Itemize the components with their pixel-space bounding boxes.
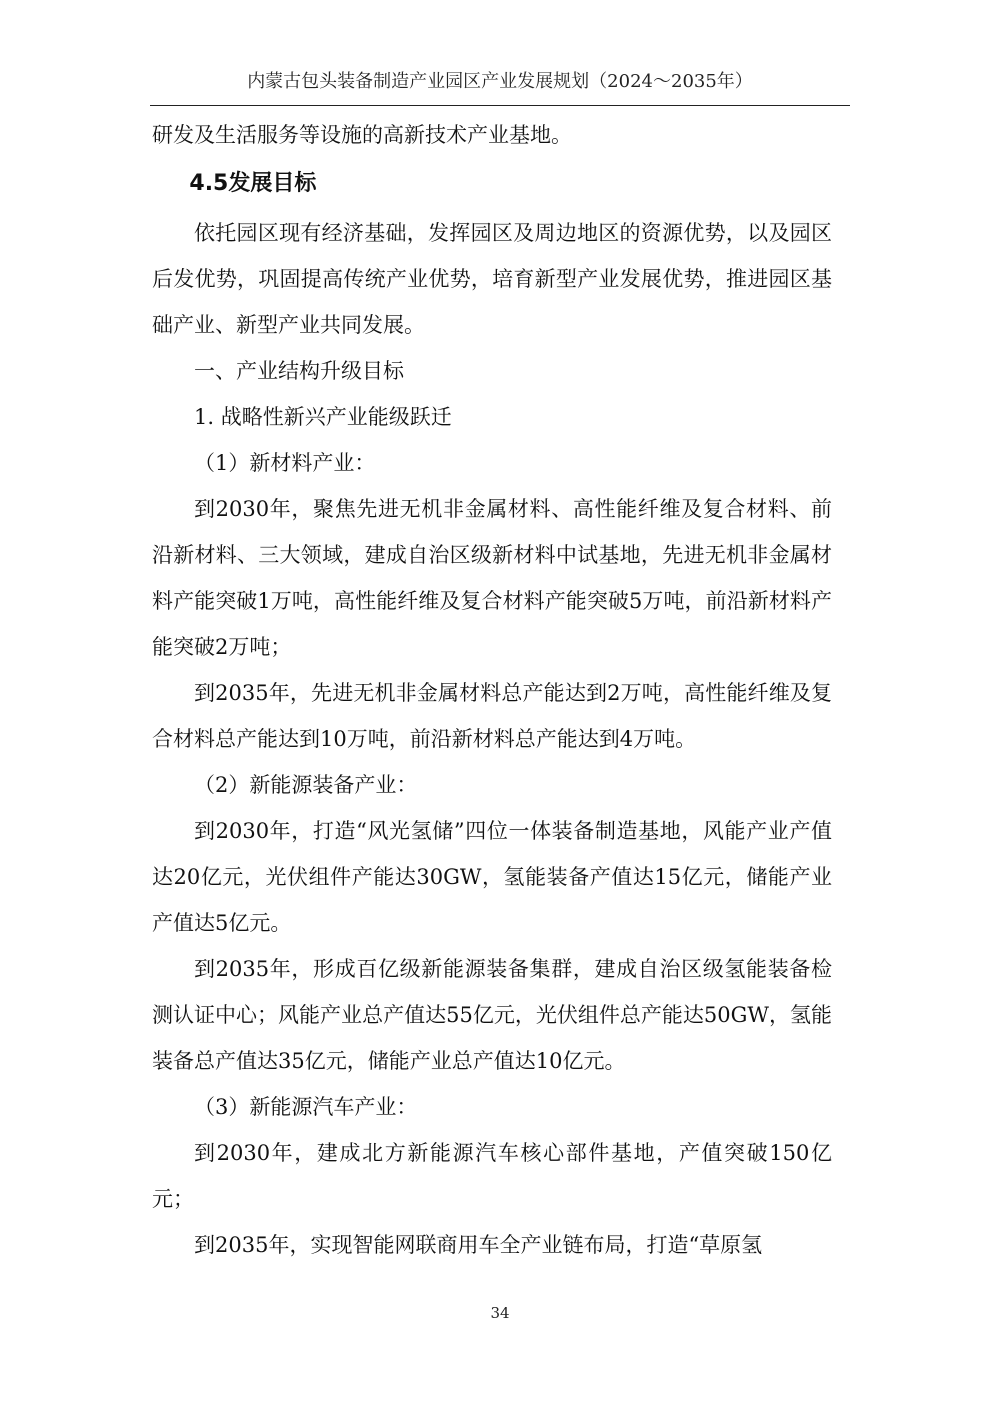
page-body bbox=[152, 112, 832, 1268]
subheading-emerging-industries: 1. 战略性新兴产业能级跃迁 bbox=[194, 405, 452, 429]
page-number: 34 bbox=[490, 1304, 510, 1322]
paragraph-vehicles-2030: 到2030年，建成北方新能源汽车核心部件基地，产值突破150亿元； bbox=[152, 1141, 832, 1211]
paragraph-vehicles-2035: 到2035年，实现智能网联商用车全产业链布局，打造“草原氢 bbox=[194, 1233, 763, 1257]
subheading-new-materials: （1）新材料产业： bbox=[194, 451, 376, 475]
continuation-paragraph: 研发及生活服务等设施的高新技术产业基地。 bbox=[152, 123, 572, 147]
paragraph-new-materials-2030: 到2030年，聚焦先进无机非金属材料、高性能纤维及复合材料、前沿新材料、三大领域，建成自治区级新材料中试基地，先进无机非金属材料产能突破1万吨，高性能纤维及复合材料产能突破5万吨，前沿新材料产能突破2万吨； bbox=[152, 497, 832, 659]
subheading-new-energy-vehicles: （3）新能源汽车产业： bbox=[194, 1095, 418, 1119]
paragraph-new-energy-2035: 到2035年，形成百亿级新能源装备集群，建成自治区级氢能装备检测认证中心；风能产业总产值达55亿元，光伏组件总产能达50GW，氢能装备总产值达35亿元，储能产业总产值达10亿元。 bbox=[152, 957, 832, 1073]
subheading-structure-upgrade: 一、产业结构升级目标 bbox=[194, 359, 404, 383]
section-heading: 4.5发展目标 bbox=[189, 171, 317, 196]
subheading-new-energy-equipment: （2）新能源装备产业： bbox=[194, 773, 418, 797]
header-divider bbox=[150, 105, 850, 106]
running-header: 内蒙古包头装备制造产业园区产业发展规划（2024～2035年） bbox=[247, 71, 753, 92]
paragraph-new-materials-2035: 到2035年，先进无机非金属材料总产能达到2万吨，高性能纤维及复合材料总产能达到10万吨，前沿新材料总产能达到4万吨。 bbox=[152, 681, 832, 751]
paragraph-intro: 依托园区现有经济基础，发挥园区及周边地区的资源优势，以及园区后发优势，巩固提高传统产业优势，培育新型产业发展优势，推进园区基础产业、新型产业共同发展。 bbox=[152, 221, 832, 337]
paragraph-new-energy-2030: 到2030年，打造“风光氢储”四位一体装备制造基地，风能产业产值达20亿元，光伏组件产能达30GW，氢能装备产值达15亿元，储能产业产值达5亿元。 bbox=[152, 819, 832, 935]
